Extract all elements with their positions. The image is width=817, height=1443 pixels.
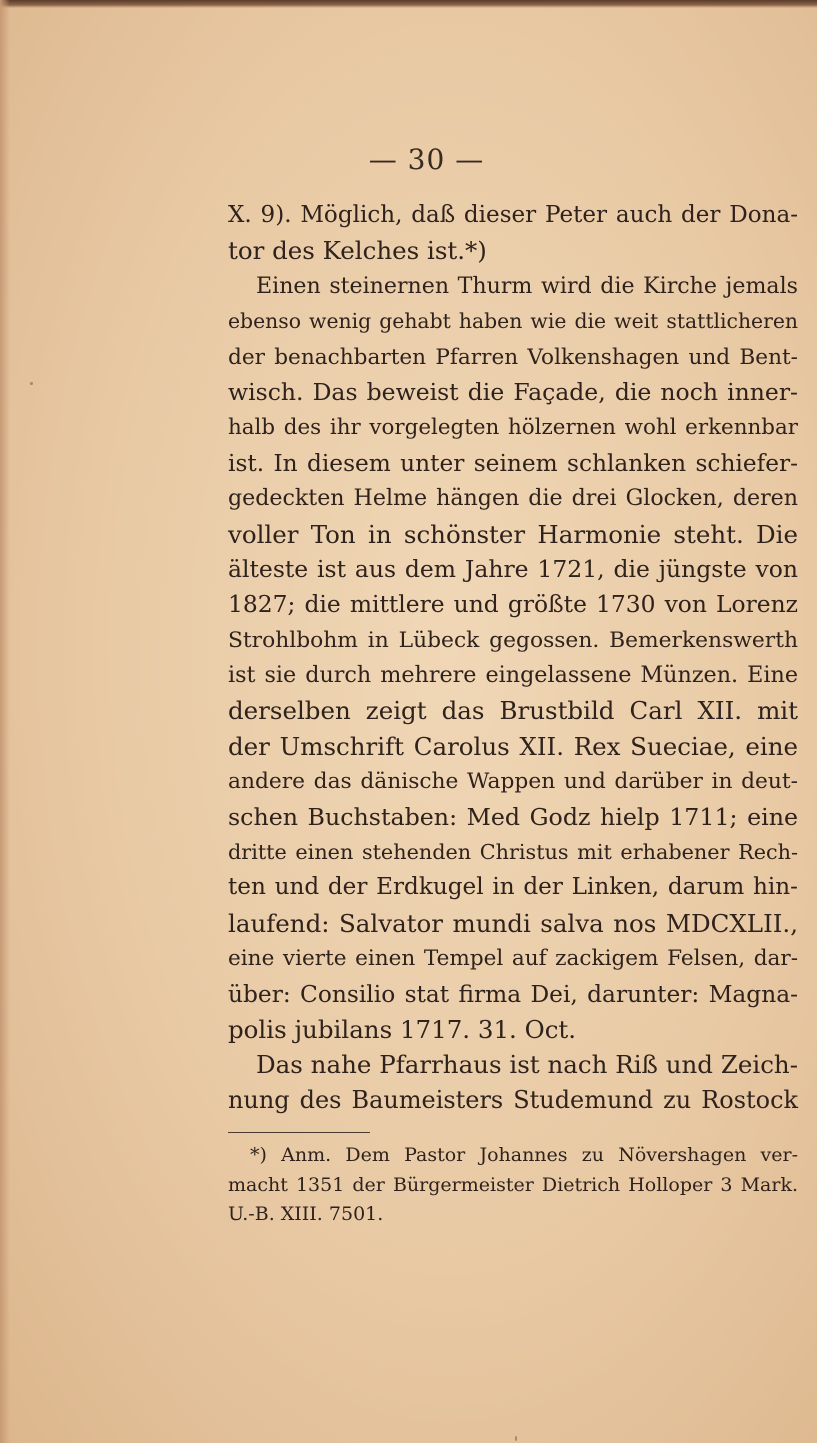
page-binding-edge	[0, 0, 10, 1443]
text-line: dritte einen stehenden Christus mit erhabener Rech-	[228, 840, 798, 865]
footnote-line: U.-B. XIII. 7501.	[228, 1203, 384, 1225]
text-line: Strohlbohm in Lübeck gegossen. Bemerkenswerth	[228, 627, 798, 653]
text-line: halb des ihr vorgelegten hölzernen wohl erkennbar	[228, 415, 798, 441]
text-line: der Umschrift Carolus XII. Rex Sueciae, eine	[228, 731, 798, 761]
text-line: älteste ist aus dem Jahre 1721, die jüngste von	[228, 554, 798, 583]
text-line: Einen steinernen Thurm wird die Kirche jemals	[256, 272, 798, 299]
text-line: laufend: Salvator mundi salva nos MDCXLII.,	[228, 908, 798, 938]
footnote-line: *) Anm. Dem Pastor Johannes zu Növershagen ver-	[250, 1144, 798, 1166]
paper-speck	[30, 382, 33, 385]
text-line: ebenso wenig gehabt haben wie die weit stattlicheren	[228, 309, 798, 334]
text-line: wisch. Das beweist die Façade, die noch inner-	[228, 377, 798, 406]
text-line: 1827; die mittlere und größte 1730 von Lorenz	[228, 590, 798, 619]
text-line: ist. In diesem unter seinem schlanken schiefer-	[228, 449, 798, 477]
text-line: ten und der Erdkugel in der Linken, darum hin-	[228, 874, 798, 901]
text-line: eine vierte einen Tempel auf zackigem Felsen, dar-	[228, 946, 798, 972]
text-line: ist sie durch mehrere eingelassene Münzen. Eine	[228, 662, 798, 689]
text-line: schen Buchstaben: Med Godz hielp 1711; eine	[228, 802, 798, 831]
paper-speck	[515, 1436, 517, 1441]
text-line: Das nahe Pfarrhaus ist nach Riß und Zeich-	[256, 1050, 798, 1080]
footnote-divider	[228, 1132, 370, 1133]
footnote-line: macht 1351 der Bürgermeister Dietrich Holloper 3 Mark.	[228, 1173, 798, 1196]
text-line: X. 9). Möglich, daß dieser Peter auch der Dona-	[228, 202, 798, 228]
body-text	[228, 198, 798, 1118]
text-line: über: Consilio stat firma Dei, darunter: Magna-	[228, 980, 798, 1008]
text-line: tor des Kelches ist.*)	[228, 236, 487, 266]
text-line: andere das dänische Wappen und darüber in deut-	[228, 769, 798, 795]
footnote	[228, 1141, 798, 1230]
text-line: polis jubilans 1717. 31. Oct.	[228, 1014, 577, 1044]
text-line: der benachbarten Pfarren Volkenshagen und Bent-	[228, 344, 798, 370]
page-number: — 30 —	[368, 143, 485, 176]
page-top-edge	[0, 0, 817, 8]
text-line: voller Ton in schönster Harmonie steht. Die	[228, 519, 798, 549]
text-line: nung des Baumeisters Studemund zu Rostock	[228, 1085, 798, 1114]
text-line: derselben zeigt das Brustbild Carl XII. mit	[228, 696, 798, 726]
text-line: gedeckten Helme hängen die drei Glocken, deren	[228, 485, 798, 512]
